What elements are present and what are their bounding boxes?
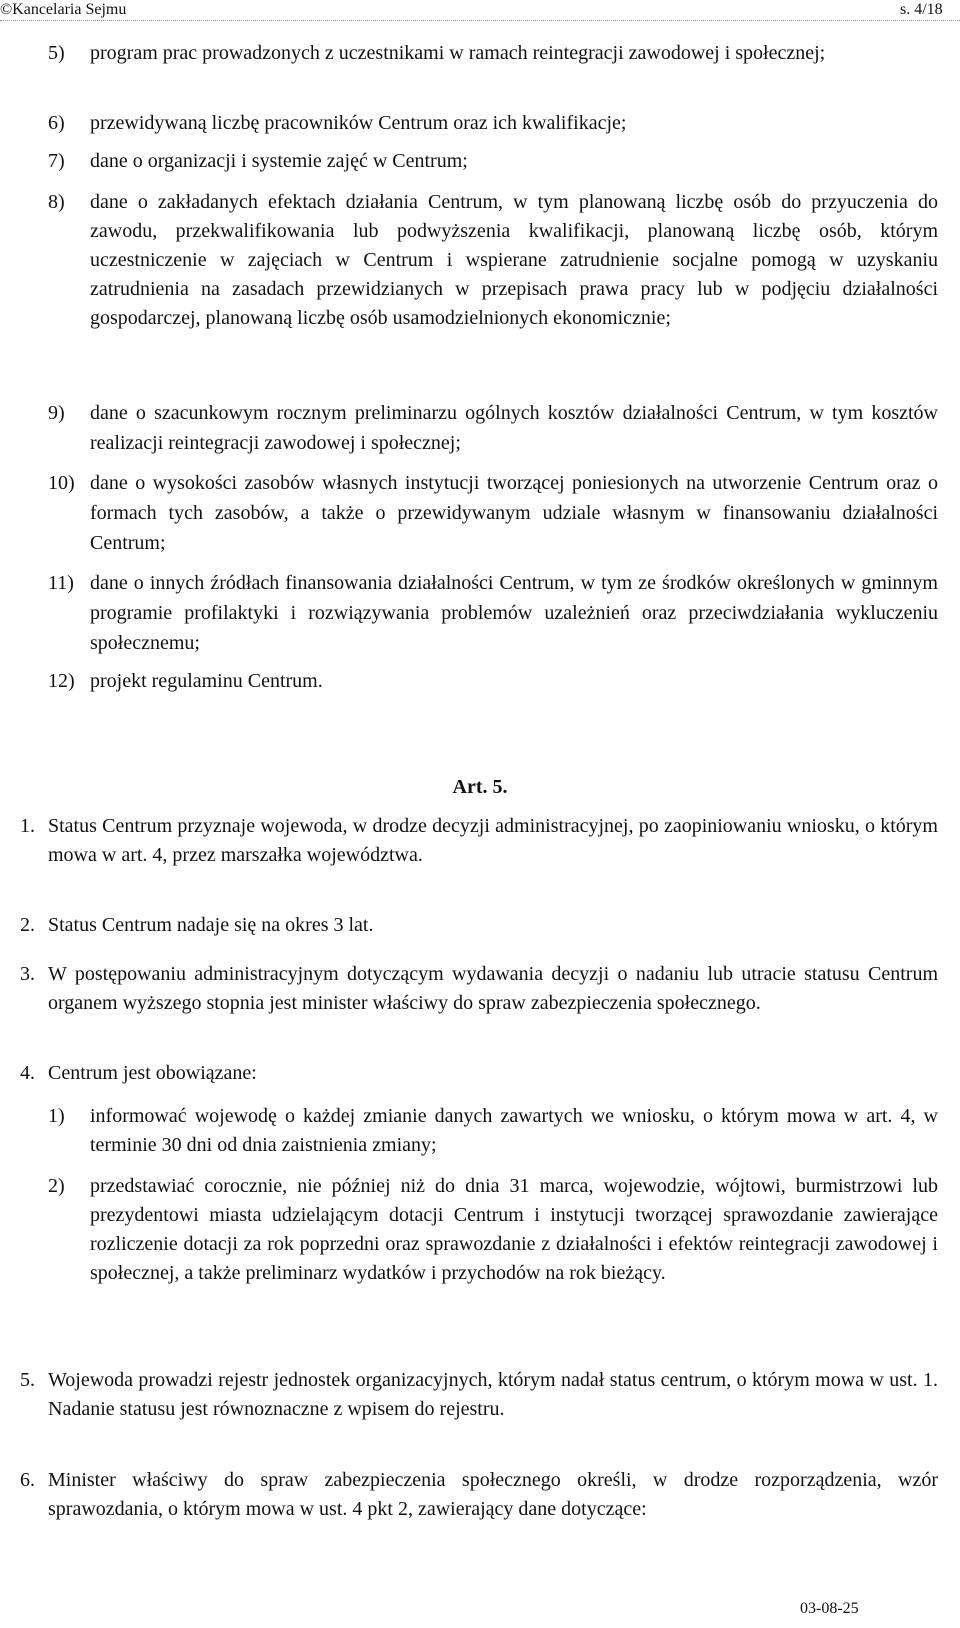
page-number: s. 4/18 [900, 1, 943, 18]
article-paragraph [20, 960, 938, 1018]
list-item [48, 188, 938, 333]
article-paragraph [20, 1366, 938, 1424]
paragraph-text: Wojewoda prowadzi rejestr jednostek organizacyjnych, którym nadał status centrum, o którym mowa w ust. 1. Nadanie statusu jest równoznaczne z wpisem do rejestru. [48, 1369, 938, 1420]
list-item [48, 108, 938, 138]
item-number: 1) [48, 1105, 65, 1127]
list-item [48, 38, 938, 68]
header-divider [0, 20, 960, 21]
list-item [48, 146, 938, 176]
article-paragraph [20, 1466, 938, 1524]
item-number: 7) [48, 150, 65, 172]
paragraph-number: 3. [20, 963, 35, 985]
paragraph-text: W postępowaniu administracyjnym dotyczącym wydawania decyzji o nadaniu lub utracie statusu Centrum organem wyższego stopnia jest minister właściwy do spraw zabezpieczenia społecznego. [48, 963, 938, 1014]
paragraph-text: Status Centrum przyznaje wojewoda, w drodze decyzji administracyjnej, po zaopiniowaniu wniosku, o którym mowa w art. 4, przez marszałka województwa. [48, 815, 938, 866]
item-text: dane o wysokości zasobów własnych instytucji tworzącej poniesionych na utworzenie Centrum oraz o formach tych zasobów, a także o przewidywanym udziale własnym w finansowaniu działalności Centrum; [90, 472, 938, 554]
item-number: 8) [48, 191, 65, 213]
item-text: dane o szacunkowym rocznym preliminarzu ogólnych kosztów działalności Centrum, w tym kosztów realizacji reintegracji zawodowej i społecznej; [90, 402, 938, 454]
paragraph-number: 4. [20, 1062, 35, 1084]
list-item [48, 1172, 938, 1288]
paragraph-text: Centrum jest obowiązane: [48, 1062, 257, 1084]
item-text: dane o innych źródłach finansowania działalności Centrum, w tym ze środków określonych w gminnym programie profilaktyki i rozwiązywania problemów uzależnień oraz przeciwdziałania wykluczeniu społecznemu; [90, 572, 938, 654]
item-number: 5) [48, 42, 65, 64]
article-heading: Art. 5. [452, 776, 508, 798]
item-text: projekt regulaminu Centrum. [90, 670, 323, 692]
paragraph-number: 2. [20, 914, 35, 936]
list-item [48, 568, 938, 658]
article-paragraph [20, 910, 938, 940]
paragraph-number: 6. [20, 1469, 35, 1491]
paragraph-number: 5. [20, 1369, 35, 1391]
item-number: 9) [48, 402, 65, 424]
list-item [48, 398, 938, 458]
item-number: 6) [48, 112, 65, 134]
item-text: dane o organizacji i systemie zajęć w Centrum; [90, 150, 468, 172]
article-paragraph [20, 1058, 938, 1088]
item-number: 12) [48, 670, 75, 692]
footer-date: 03-08-25 [800, 1600, 859, 1617]
paragraph-number: 1. [20, 815, 35, 837]
paragraph-text: Minister właściwy do spraw zabezpieczenia społecznego określi, w drodze rozporządzenia, wzór sprawozdania, o którym mowa w ust. 4 pkt 2, zawierający dane dotyczące: [48, 1469, 938, 1520]
list-item [48, 468, 938, 558]
item-number: 10) [48, 472, 75, 494]
item-number: 11) [48, 572, 74, 594]
item-text: informować wojewodę o każdej zmianie danych zawartych we wniosku, o którym mowa w art. 4, w terminie 30 dni od dnia zaistnienia zmiany; [90, 1105, 938, 1156]
header-source: ©Kancelaria Sejmu [0, 1, 127, 18]
article-paragraph [20, 812, 938, 870]
item-text: dane o zakładanych efektach działania Centrum, w tym planowaną liczbę osób do przyuczenia do zawodu, przekwalifikowania lub podwyższenia kwalifikacji, planowaną liczbę osób, którym uczestniczenie w zajęciach w Centrum i wspierane zatrudnienie socjalne pomogą w uzyskaniu zatrudnienia na zasadach przewidzianych w przepisach prawa pracy lub w podjęciu działalności gospodarczej, planowaną liczbę osób usamodzielnionych ekonomicznie; [90, 191, 938, 329]
item-text: program prac prowadzonych z uczestnikami w ramach reintegracji zawodowej i społecznej; [90, 42, 826, 64]
item-text: przewidywaną liczbę pracowników Centrum oraz ich kwalifikacje; [90, 112, 627, 134]
list-item [48, 1102, 938, 1160]
list-item [48, 666, 938, 696]
paragraph-text: Status Centrum nadaje się na okres 3 lat. [48, 914, 374, 936]
item-number: 2) [48, 1175, 65, 1197]
item-text: przedstawiać corocznie, nie później niż do dnia 31 marca, wojewodzie, wójtowi, burmistrzowi lub prezydentowi miasta udzielającym dotacji Centrum i instytucji tworzącej sprawozdanie zawierające rozliczenie dotacji za rok poprzedni oraz sprawozdanie z działalności i efektów reintegracji zawodowej i społecznej, a także preliminarz wydatków i przychodów na rok bieżący. [90, 1175, 938, 1284]
